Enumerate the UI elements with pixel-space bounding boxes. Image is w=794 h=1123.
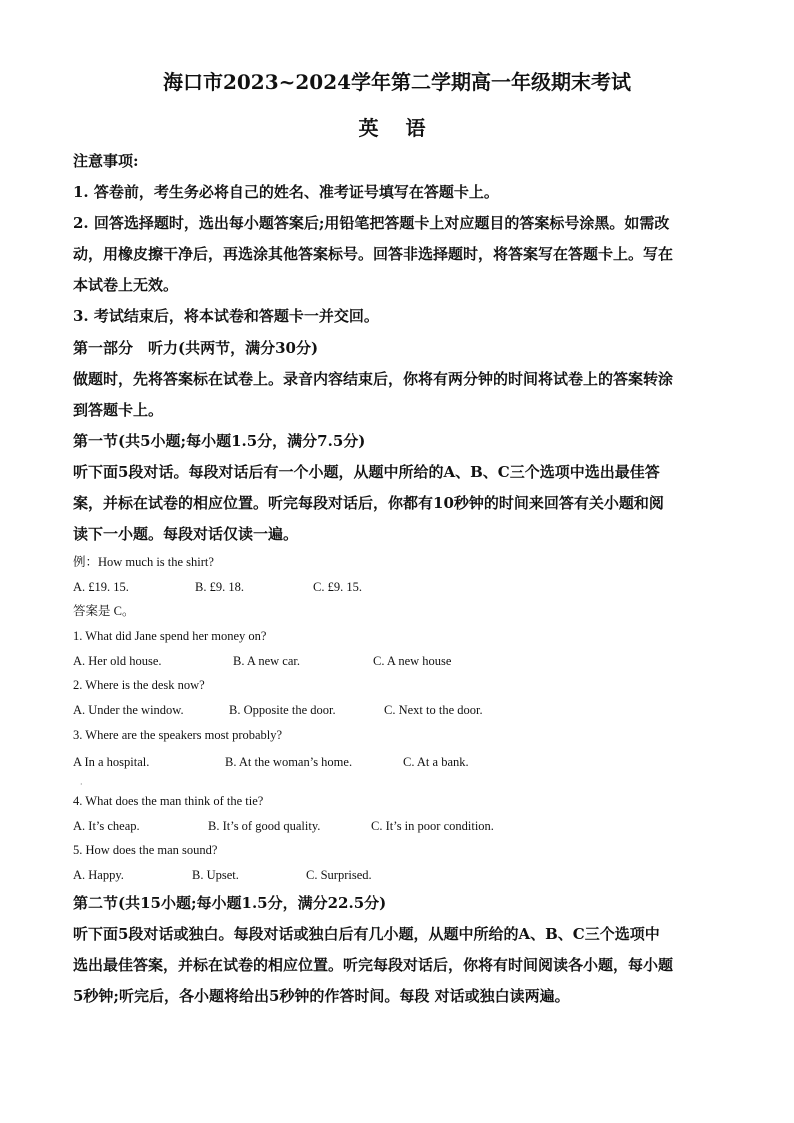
question-1: 1. What did Jane spend her money on? (73, 629, 267, 643)
note-item-2-line-1: 2. 回答选择题时，选出每小题答案后;用铅笔把答题卡上对应题目的答案标号涂黑。如需改 (73, 214, 670, 232)
example-options (73, 575, 723, 599)
question-5-options (73, 863, 723, 887)
section2-heading: 第二节(共15小题;每小题1.5分，满分22.5分) (73, 894, 387, 912)
subject-title: 英 语 (358, 116, 436, 140)
q2-option-a: A. Under the window. (73, 703, 184, 717)
example-question: 例：How much is the shirt? (73, 555, 214, 569)
q2-option-b: B. Opposite the door. (229, 703, 336, 717)
part1-heading: 第一部分 听力(共两节，满分30分) (73, 339, 319, 357)
exam-title: 海口市2023~2024学年第二学期高一年级期末考试 (162, 70, 632, 94)
q5-option-b: B. Upset. (192, 868, 239, 882)
example-option-b: B. £9. 18. (195, 580, 244, 594)
q4-option-a: A. It’s cheap. (73, 819, 140, 833)
q3-option-b: B. At the woman’s home. (225, 755, 353, 769)
q5-option-c: C. Surprised. (306, 868, 372, 882)
scan-mark: · (80, 780, 83, 789)
question-2-options (73, 698, 723, 722)
example-option-c: C. £9. 15. (313, 580, 362, 594)
q5-option-a: A. Happy. (73, 868, 124, 882)
question-4: 4. What does the man think of the tie? (73, 794, 264, 808)
example-answer: 答案是 C。 (73, 604, 135, 618)
q1-option-c: C. A new house (373, 654, 452, 668)
notes-heading: 注意事项: (73, 152, 139, 170)
q4-option-b: B. It’s of good quality. (208, 819, 321, 833)
example-option-a: A. £19. 15. (73, 580, 129, 594)
part1-intro-line-1: 做题时，先将答案标在试卷上。录音内容结束后，你将有两分钟的时间将试卷上的答案转涂 (73, 370, 674, 388)
question-3-options (73, 750, 723, 774)
part1-intro-line-2: 到答题卡上。 (73, 401, 164, 419)
q3-option-a: A In a hospital. (73, 755, 150, 769)
section1-intro-line-1: 听下面5段对话。每段对话后有一个小题，从题中所给的A、B、C三个选项中选出最佳答 (73, 463, 660, 481)
note-item-2-line-2: 动，用橡皮擦干净后，再选涂其他答案标号。回答非选择题时，将答案写在答题卡上。写在 (73, 245, 674, 263)
q4-option-c: C. It’s in poor condition. (371, 819, 494, 833)
section2-intro-line-1: 听下面5段对话或独白。每段对话或独白后有几小题，从题中所给的A、B、C三个选项中 (73, 925, 660, 943)
question-4-options (73, 814, 723, 838)
question-1-options (73, 649, 723, 673)
question-2: 2. Where is the desk now? (73, 678, 205, 692)
note-item-3: 3. 考试结束后，将本试卷和答题卡一并交回。 (73, 307, 379, 325)
section1-intro-line-2: 案，并标在试卷的相应位置。听完每段对话后，你都有10秒钟的时间来回答有关小题和阅 (73, 494, 664, 512)
note-item-1: 1. 答卷前，考生务必将自己的姓名、准考证号填写在答题卡上。 (73, 183, 499, 201)
section1-intro-line-3: 读下一小题。每段对话仅读一遍。 (73, 525, 299, 543)
question-5: 5. How does the man sound? (73, 843, 218, 857)
question-3: 3. Where are the speakers most probably? (73, 728, 283, 742)
q2-option-c: C. Next to the door. (384, 703, 483, 717)
q1-option-a: A. Her old house. (73, 654, 162, 668)
q3-option-c: C. At a bank. (403, 755, 469, 769)
section1-heading: 第一节(共5小题;每小题1.5分，满分7.5分) (73, 432, 366, 450)
section2-intro-line-3: 5秒钟;听完后，各小题将给出5秒钟的作答时间。每段 对话或独白读两遍。 (73, 987, 570, 1005)
section2-intro-line-2: 选出最佳答案，并标在试卷的相应位置。听完每段对话后，你将有时间阅读各小题，每小题 (73, 956, 674, 974)
q1-option-b: B. A new car. (233, 654, 301, 668)
note-item-2-line-3: 本试卷上无效。 (73, 276, 179, 294)
